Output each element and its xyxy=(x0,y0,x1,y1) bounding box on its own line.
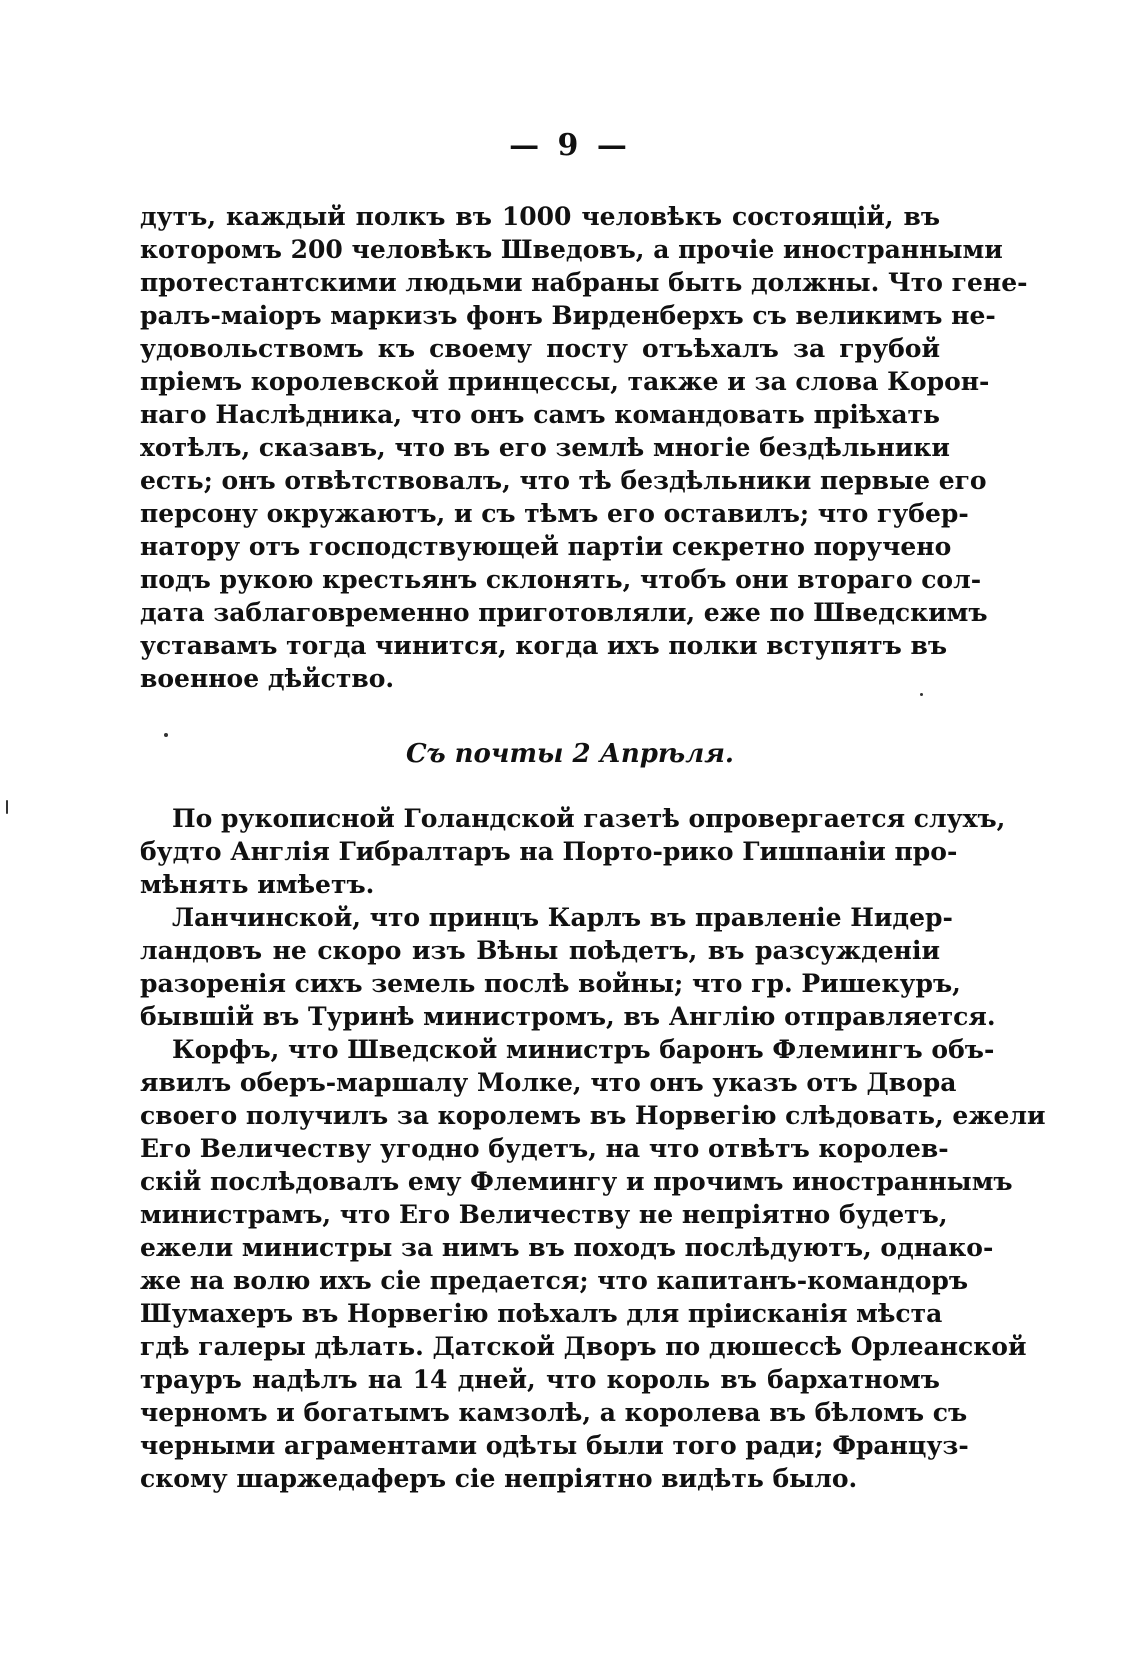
text-line: По рукописной Голандской газетѣ опровергается слухъ, xyxy=(172,804,1006,833)
text-line: своего получилъ за королемъ въ Норвегію слѣдовать, ежели xyxy=(140,1101,1046,1130)
text-line: черномъ и богатымъ камзолѣ, а королева въ бѣломъ съ xyxy=(140,1398,968,1427)
text-line: же на волю ихъ сіе предается; что капитанъ-командоръ xyxy=(140,1266,969,1295)
text-line: пріемъ королевской принцессы, также и за слова Корон- xyxy=(140,367,990,396)
scan-speck xyxy=(164,733,168,737)
text-line: Его Величеству угодно будетъ, на что отвѣтъ королев- xyxy=(140,1134,949,1163)
text-line: мѣнять имѣетъ. xyxy=(140,870,375,899)
text-line: скому шаржедаферъ сіе непріятно видѣть было. xyxy=(140,1464,858,1493)
text-line: Ланчинской, что принцъ Карлъ въ правленіе Нидер- xyxy=(172,903,953,932)
text-line: Шумахеръ въ Норвегію поѣхалъ для прiисканiя мѣста xyxy=(140,1299,943,1328)
text-line: Корфъ, что Шведской министръ баронъ Флемингъ объ- xyxy=(172,1035,995,1064)
text-line: черными аграментами одѣты были того ради; Француз- xyxy=(140,1431,969,1460)
scan-speck xyxy=(6,800,8,814)
text-line: гдѣ галеры дѣлать. Датской Дворъ по дюшессѣ Орлеанской xyxy=(140,1332,1027,1361)
text-line: дутъ, каждый полкъ въ 1000 человѣкъ состоящій, въ xyxy=(140,202,940,231)
text-line: хотѣлъ, сказавъ, что въ его землѣ многіе бездѣльники xyxy=(140,433,950,462)
text-line: явилъ оберъ-маршалу Молке, что онъ указъ отъ Двора xyxy=(140,1068,957,1097)
text-line: ландовъ не скоро изъ Вѣны поѣдетъ, въ разсужденіи xyxy=(140,936,940,965)
text-line: натору отъ господствующей партіи секретно поручено xyxy=(140,532,952,561)
text-line: трауръ надѣлъ на 14 дней, что король въ бархатномъ xyxy=(140,1365,940,1394)
text-line: уставамъ тогда чинится, когда ихъ полки вступятъ въ xyxy=(140,631,948,660)
text-line: ежели министры за нимъ въ походъ послѣдуютъ, однако- xyxy=(140,1233,994,1262)
text-line: скій послѣдовалъ ему Флемингу и прочимъ иностраннымъ xyxy=(140,1167,1013,1196)
text-line: разоренія сихъ земель послѣ войны; что гр. Ришекуръ, xyxy=(140,969,961,998)
text-line: протестантскими людьми набраны быть должны. Что гене- xyxy=(140,268,1028,297)
text-line: наго Наслѣдника, что онъ самъ командовать пріѣхать xyxy=(140,400,940,429)
text-line: будто Англія Гибралтаръ на Порто-рико Гишпаніи про- xyxy=(140,837,958,866)
page-number: — 9 — xyxy=(509,128,631,163)
text-line: ралъ-маіоръ маркизъ фонъ Вирденберхъ съ великимъ не- xyxy=(140,301,996,330)
text-line: есть; онъ отвѣтствовалъ, что тѣ бездѣльники первые его xyxy=(140,466,987,495)
text-line: которомъ 200 человѣкъ Шведовъ, а прочіе иностранными xyxy=(140,235,1003,264)
text-line: персону окружаютъ, и съ тѣмъ его оставилъ; что губер- xyxy=(140,499,969,528)
text-line: министрамъ, что Его Величеству не непріятно будетъ, xyxy=(140,1200,948,1229)
text-line: удовольствомъ къ своему посту отъѣхалъ за грубой xyxy=(140,334,940,363)
text-line: подъ рукою крестьянъ склонять, чтобъ они втораго сол- xyxy=(140,565,982,594)
section-heading: Съ почты 2 Апрѣля. xyxy=(406,739,734,769)
scan-speck xyxy=(920,693,923,696)
text-line: дата заблаговременно приготовляли, еже по Шведскимъ xyxy=(140,598,988,627)
text-line: военное дѣйство. xyxy=(140,664,395,693)
text-line: бывшій въ Туринѣ министромъ, въ Англію отправляется. xyxy=(140,1002,996,1031)
